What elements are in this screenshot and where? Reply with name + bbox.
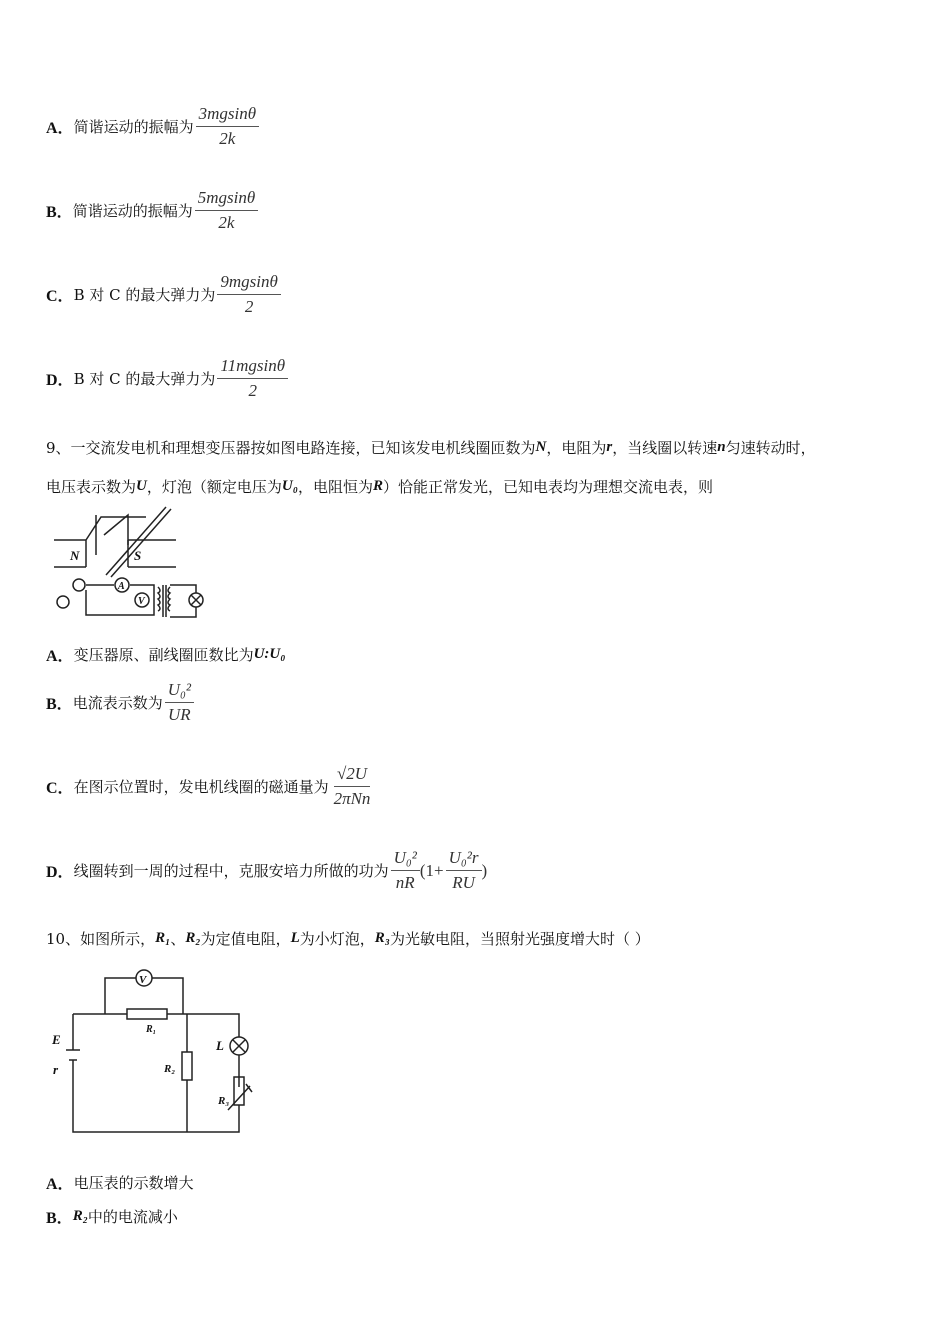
text: ）恰能正常发光，已知电表均为理想交流电表，则: [382, 478, 713, 496]
symbol: R₃: [374, 930, 391, 946]
option-label: B．: [46, 204, 73, 221]
symbol: n: [717, 439, 726, 455]
q9-option-d[interactable]: [46, 848, 487, 893]
q9-option-a[interactable]: [46, 643, 285, 666]
north-pole-label: N: [70, 548, 80, 563]
text: ，电阻为: [546, 439, 607, 457]
r3-label: R₃: [218, 1095, 230, 1107]
r1-label: R₁: [146, 1024, 157, 1035]
numerator: U₀²r: [446, 848, 482, 871]
option-label: D．: [46, 372, 74, 389]
symbol: R₂: [185, 930, 201, 946]
voltmeter-label: V: [138, 596, 145, 607]
option-text: 电流表示数为: [72, 694, 163, 712]
voltmeter-label: V: [139, 974, 147, 986]
option-label: C．: [46, 288, 74, 305]
formula: [446, 848, 482, 893]
ammeter-label: A: [118, 581, 125, 592]
symbol: r: [606, 439, 613, 455]
symbol: R: [372, 478, 383, 494]
symbol: R₂: [72, 1208, 88, 1224]
q9-option-b[interactable]: [46, 680, 194, 725]
text: 、: [170, 930, 186, 948]
formula: [331, 764, 374, 809]
resistor-r1: [127, 1009, 167, 1019]
numerator: U₀²: [165, 680, 194, 703]
numerator: 11mgsinθ: [217, 356, 288, 379]
option-text: 电压表的示数增大: [73, 1174, 194, 1192]
q10-stem: [46, 928, 650, 949]
numerator: 3mgsinθ: [196, 104, 259, 127]
emf-label: E: [52, 1032, 61, 1047]
denominator: 2k: [218, 213, 235, 232]
formula: [196, 104, 259, 149]
q10-option-b[interactable]: [46, 1205, 178, 1228]
option-label: D．: [46, 864, 74, 881]
text: 10、如图所示，: [46, 930, 156, 948]
option-label: A．: [46, 648, 74, 665]
q8-option-b[interactable]: [46, 188, 258, 233]
symbol: U: [136, 478, 147, 494]
formula: [391, 848, 420, 893]
numerator: U₀²: [391, 848, 420, 871]
generator-transformer-figure: [46, 505, 212, 620]
formula: U:U₀: [253, 646, 286, 662]
option-text: 简谐运动的振幅为: [72, 202, 193, 220]
denominator: 2k: [219, 129, 236, 148]
option-text: 变压器原、副线圈匝数比为: [73, 646, 254, 664]
denominator: 2πNn: [333, 789, 371, 808]
text: 匀速转动时，: [725, 439, 816, 457]
text: 9、一交流发电机和理想变压器按如图电路连接，已知该发电机线圈匝数为: [46, 439, 536, 457]
q8-option-c[interactable]: [46, 272, 281, 317]
symbol: R₁: [155, 930, 171, 946]
symbol: L: [290, 930, 300, 946]
internal-resistance-label: r: [53, 1062, 59, 1077]
text: ，灯泡（额定电压为: [146, 478, 282, 496]
denominator: nR: [395, 873, 415, 892]
r2-label: R₂: [164, 1063, 176, 1075]
resistor-r2: [182, 1052, 192, 1080]
q9-stem-line2: [46, 476, 713, 497]
option-label: B．: [46, 1210, 73, 1227]
text: 为小灯泡，: [299, 930, 375, 948]
numerator: 5mgsinθ: [195, 188, 258, 211]
symbol: U₀: [281, 478, 298, 494]
option-label: C．: [46, 780, 74, 797]
text: 为定值电阻，: [200, 930, 291, 948]
formula: [217, 272, 280, 317]
option-text: B 对 C 的最大弹力为: [73, 370, 216, 388]
numerator: √2U: [334, 764, 370, 787]
option-label: A．: [46, 120, 74, 137]
denominator: RU: [452, 873, 475, 892]
denominator: UR: [168, 705, 191, 724]
formula: [195, 188, 258, 233]
circuit-figure: [40, 962, 270, 1137]
option-label: B．: [46, 696, 73, 713]
q10-option-a[interactable]: [46, 1171, 194, 1194]
formula-part: (1+: [419, 860, 444, 880]
text: ，当线圈以转速: [612, 439, 718, 457]
option-text: 简谐运动的振幅为: [73, 118, 194, 136]
text: ，电阻恒为: [297, 478, 373, 496]
formula: [165, 680, 194, 725]
option-text: 线圈转到一周的过程中，克服安培力所做的功为: [73, 862, 389, 880]
denominator: 2: [244, 297, 254, 316]
option-text: B 对 C 的最大弹力为: [73, 286, 216, 304]
option-text: 在图示位置时，发电机线圈的磁通量为: [73, 778, 329, 796]
denominator: 2: [248, 381, 257, 400]
option-text: 中的电流减小: [87, 1208, 178, 1226]
numerator: 9mgsinθ: [217, 272, 280, 295]
q8-option-d[interactable]: [46, 356, 288, 401]
south-pole-label: S: [134, 548, 142, 563]
text: 为光敏电阻，当照射光强度增大时（ ）: [390, 930, 650, 948]
q9-stem-line1: [46, 437, 816, 458]
symbol: N: [535, 439, 547, 455]
q9-option-c[interactable]: [46, 764, 373, 809]
formula-part: ): [481, 860, 488, 880]
q8-option-a[interactable]: [46, 104, 259, 149]
option-label: A．: [46, 1176, 74, 1193]
text: 电压表示数为: [46, 478, 137, 496]
formula: [217, 356, 288, 401]
lamp-label: L: [216, 1038, 224, 1053]
